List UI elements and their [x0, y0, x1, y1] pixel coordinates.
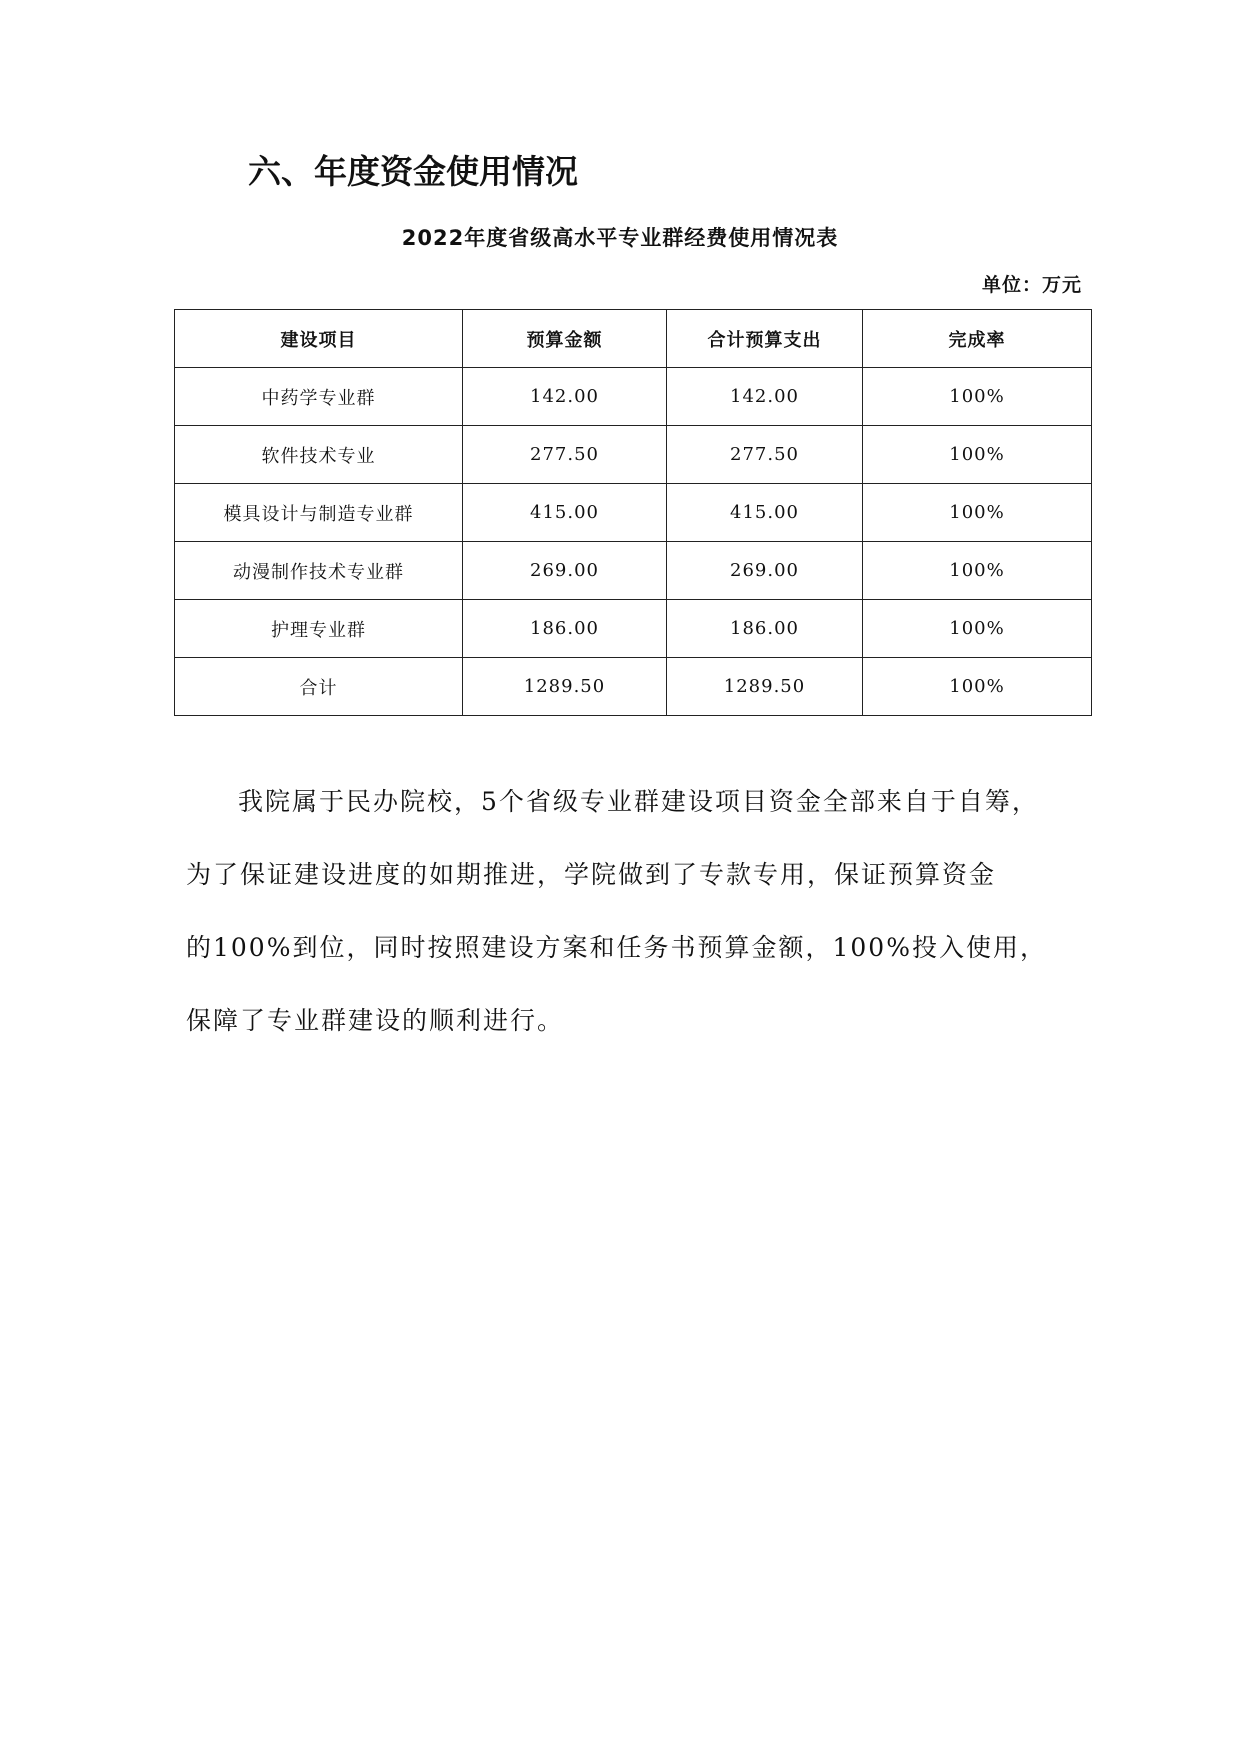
table-row: [175, 600, 1092, 658]
cell-total-budget: 1289.50: [463, 658, 667, 716]
table-title: 2022年度省级高水平专业群经费使用情况表: [401, 226, 839, 250]
cell-budget: 186.00: [463, 600, 667, 658]
cell-project: 模具设计与制造专业群: [175, 484, 463, 542]
cell-rate: 100%: [863, 484, 1092, 542]
cell-expenditure: 186.00: [667, 600, 863, 658]
table-total-row: [175, 658, 1092, 716]
cell-rate: 100%: [863, 368, 1092, 426]
section-heading: 六、年度资金使用情况: [248, 152, 578, 191]
table-row: [175, 542, 1092, 600]
funding-paragraph: [186, 765, 1086, 1057]
cell-project: 软件技术专业: [175, 426, 463, 484]
cell-total-expenditure: 1289.50: [667, 658, 863, 716]
cell-rate: 100%: [863, 426, 1092, 484]
table-header-row: [175, 310, 1092, 368]
cell-expenditure: 277.50: [667, 426, 863, 484]
cell-budget: 277.50: [463, 426, 667, 484]
cell-total-label: 合计: [175, 658, 463, 716]
header-total-expenditure: 合计预算支出: [667, 310, 863, 368]
unit-label: 单位：万元: [981, 274, 1082, 296]
paragraph-line: 保障了专业群建设的顺利进行。: [186, 1006, 565, 1035]
cell-rate: 100%: [863, 542, 1092, 600]
cell-rate: 100%: [863, 600, 1092, 658]
cell-expenditure: 269.00: [667, 542, 863, 600]
cell-project: 中药学专业群: [175, 368, 463, 426]
cell-project: 护理专业群: [175, 600, 463, 658]
cell-budget: 415.00: [463, 484, 667, 542]
cell-budget: 142.00: [463, 368, 667, 426]
cell-total-rate: 100%: [863, 658, 1092, 716]
cell-project: 动漫制作技术专业群: [175, 542, 463, 600]
header-project: 建设项目: [175, 310, 463, 368]
paragraph-line: 我院属于民办院校，5个省级专业群建设项目资金全部来自于自筹，: [238, 787, 1039, 816]
funds-usage-table: [174, 309, 1092, 716]
paragraph-line: 的100%到位，同时按照建设方案和任务书预算金额，100%投入使用，: [186, 933, 1047, 962]
table-row: [175, 426, 1092, 484]
header-budget: 预算金额: [463, 310, 667, 368]
cell-budget: 269.00: [463, 542, 667, 600]
cell-expenditure: 415.00: [667, 484, 863, 542]
paragraph-line: 为了保证建设进度的如期推进，学院做到了专款专用，保证预算资金: [186, 860, 997, 889]
cell-expenditure: 142.00: [667, 368, 863, 426]
header-completion-rate: 完成率: [863, 310, 1092, 368]
table-row: [175, 484, 1092, 542]
table-row: [175, 368, 1092, 426]
